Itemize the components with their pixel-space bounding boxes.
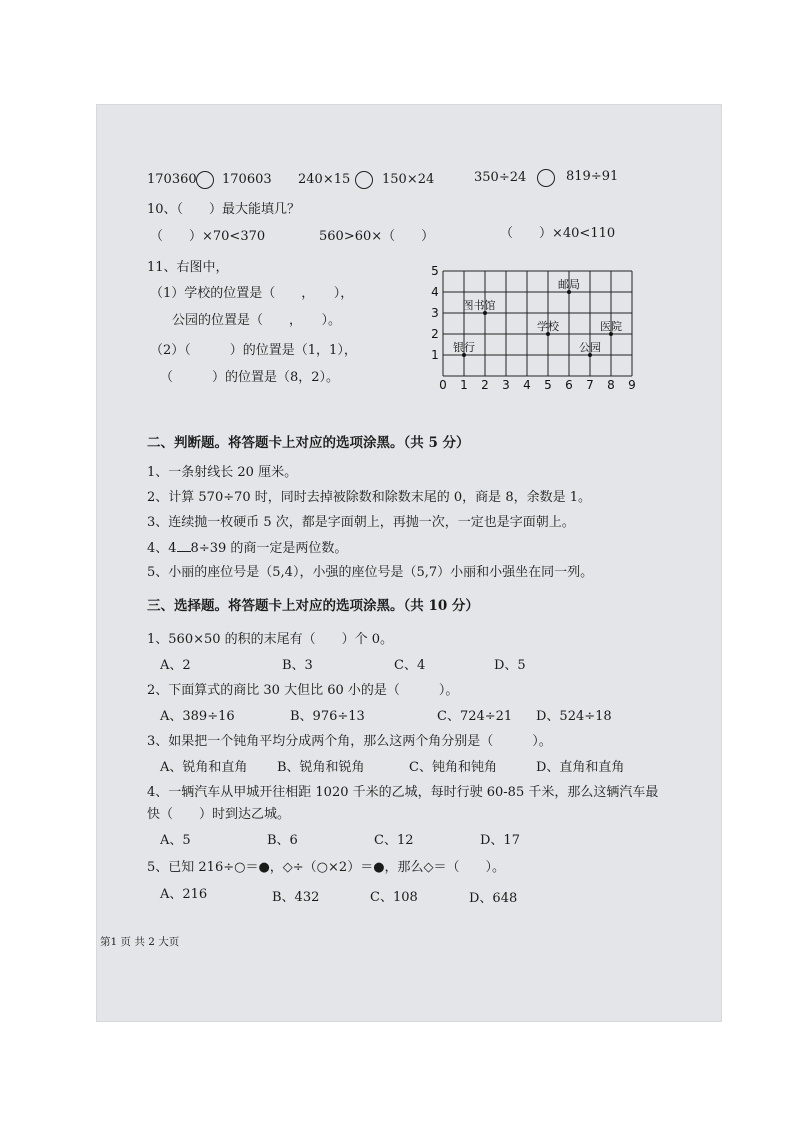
section2-item-1: 1、一条射线长 20 厘米。 <box>147 465 298 480</box>
q3-option-d: D、直角和直角 <box>536 760 625 775</box>
q4-option-d: D、17 <box>480 833 520 848</box>
place-label: 医院 <box>600 320 622 333</box>
y-tick-label: 3 <box>431 306 439 320</box>
q1-option-c: C、4 <box>394 658 426 673</box>
y-tick-label: 4 <box>431 285 439 299</box>
q10-item-3: （ ）×40<110 <box>500 226 616 241</box>
section2-title: 二、判断题。将答题卡上对应的选项涂黑。（共 5 分） <box>147 435 470 451</box>
q11-line-1: （1）学校的位置是（ ， ）， <box>150 286 354 301</box>
x-tick-label: 2 <box>481 378 489 392</box>
q11-title: 11、右图中， <box>147 260 229 275</box>
q2-option-c: C、724÷21 <box>437 709 513 724</box>
section2-item-5: 5、小丽的座位号是（5,4），小强的座位号是（5,7）小丽和小强坐在同一列。 <box>147 565 594 580</box>
q4-option-a: A、5 <box>160 833 191 848</box>
y-tick-label: 2 <box>431 327 439 341</box>
q10-item-1: （ ）×70<370 <box>150 229 266 244</box>
x-tick-label: 4 <box>523 378 531 392</box>
place-label: 公园 <box>579 341 601 354</box>
q4-option-b: B、6 <box>267 833 298 848</box>
digit-blank[interactable] <box>177 540 191 552</box>
q5-option-a: A、216 <box>160 887 208 902</box>
compare-circle-c[interactable] <box>537 169 555 187</box>
section3-q3: 3、如果把一个钝角平均分成两个角，那么这两个角分别是（ ）。 <box>147 734 552 749</box>
section2-item-3: 3、连续抛一枚硬币 5 次，都是字面朝上，再抛一次，一定也是字面朝上。 <box>147 515 575 530</box>
section3-q4-line1: 4、一辆汽车从甲城开往相距 1020 千米的乙城，每时行驶 60-85 千米，那么这辆汽车最 <box>147 785 659 800</box>
q1-option-b: B、3 <box>282 658 313 673</box>
coordinate-grid <box>420 266 650 406</box>
section3-title: 三、选择题。将答题卡上对应的选项涂黑。（共 10 分） <box>147 598 479 614</box>
q5-option-d: D、648 <box>469 891 518 906</box>
x-tick-label: 8 <box>607 378 615 392</box>
x-tick-label: 6 <box>565 378 573 392</box>
place-label: 银行 <box>453 341 475 354</box>
x-tick-label: 7 <box>586 378 594 392</box>
compare-c-left: 350÷24 <box>474 170 527 185</box>
y-tick-label: 1 <box>431 348 439 362</box>
place-label: 学校 <box>537 320 559 333</box>
q11-line-4: （ ）的位置是（8，2）。 <box>160 370 340 385</box>
section3-q2: 2、下面算式的商比 30 大但比 60 小的是（ ）。 <box>147 683 459 698</box>
q2-option-b: B、976÷13 <box>290 709 365 724</box>
compare-c-right: 819÷91 <box>566 169 619 184</box>
section2-item-4-post: 8÷39 的商一定是两位数。 <box>190 541 348 556</box>
section2-item-2: 2、计算 570÷70 时，同时去掉被除数和除数末尾的 0，商是 8，余数是 1。 <box>147 490 591 505</box>
q11-line-3: （2）（ ）的位置是（1，1）， <box>150 343 357 358</box>
q2-option-d: D、524÷18 <box>536 709 612 724</box>
x-tick-label: 9 <box>628 378 636 392</box>
compare-b-right: 150×24 <box>382 172 435 187</box>
q3-option-a: A、锐角和直角 <box>160 760 248 775</box>
q4-option-c: C、12 <box>374 833 414 848</box>
section2-item-4 <box>147 540 347 557</box>
q10-item-2: 560>60×（ ） <box>319 229 435 244</box>
section2-item-4-pre: 4、4 <box>147 541 177 556</box>
q11-line-2: 公园的位置是（ ， ）。 <box>172 313 342 328</box>
q10-title: 10、（ ）最大能填几？ <box>147 202 301 217</box>
place-label: 邮局 <box>558 278 580 291</box>
q2-option-a: A、389÷16 <box>160 709 235 724</box>
section3-q1: 1、560×50 的积的末尾有（ ）个 0。 <box>147 632 394 647</box>
section3-q4-line2: 快（ ）时到达乙城。 <box>147 807 291 822</box>
compare-b-left: 240×15 <box>298 172 351 187</box>
q5-option-c: C、108 <box>370 890 418 905</box>
q1-option-d: D、5 <box>494 658 526 673</box>
compare-circle-a[interactable] <box>196 171 214 189</box>
x-tick-label: 1 <box>460 378 468 392</box>
x-tick-label: 3 <box>502 378 510 392</box>
section3-q5: 5、已知 216÷○＝●，◇÷（○×2）＝●，那么◇＝（ ）。 <box>147 860 506 875</box>
compare-a-left: 170360 <box>147 172 197 187</box>
place-label: 图书馆 <box>462 299 496 312</box>
compare-circle-b[interactable] <box>355 171 373 189</box>
page-footer: 第1 页 共 2 大页 <box>100 936 180 948</box>
q5-option-b: B、432 <box>272 890 320 905</box>
x-tick-label: 0 <box>439 378 447 392</box>
q3-option-b: B、锐角和锐角 <box>277 760 365 775</box>
x-tick-label: 5 <box>544 378 552 392</box>
compare-a-right: 170603 <box>222 172 272 187</box>
y-tick-label: 5 <box>431 266 439 278</box>
q1-option-a: A、2 <box>160 658 191 673</box>
q3-option-c: C、钝角和钝角 <box>409 760 497 775</box>
